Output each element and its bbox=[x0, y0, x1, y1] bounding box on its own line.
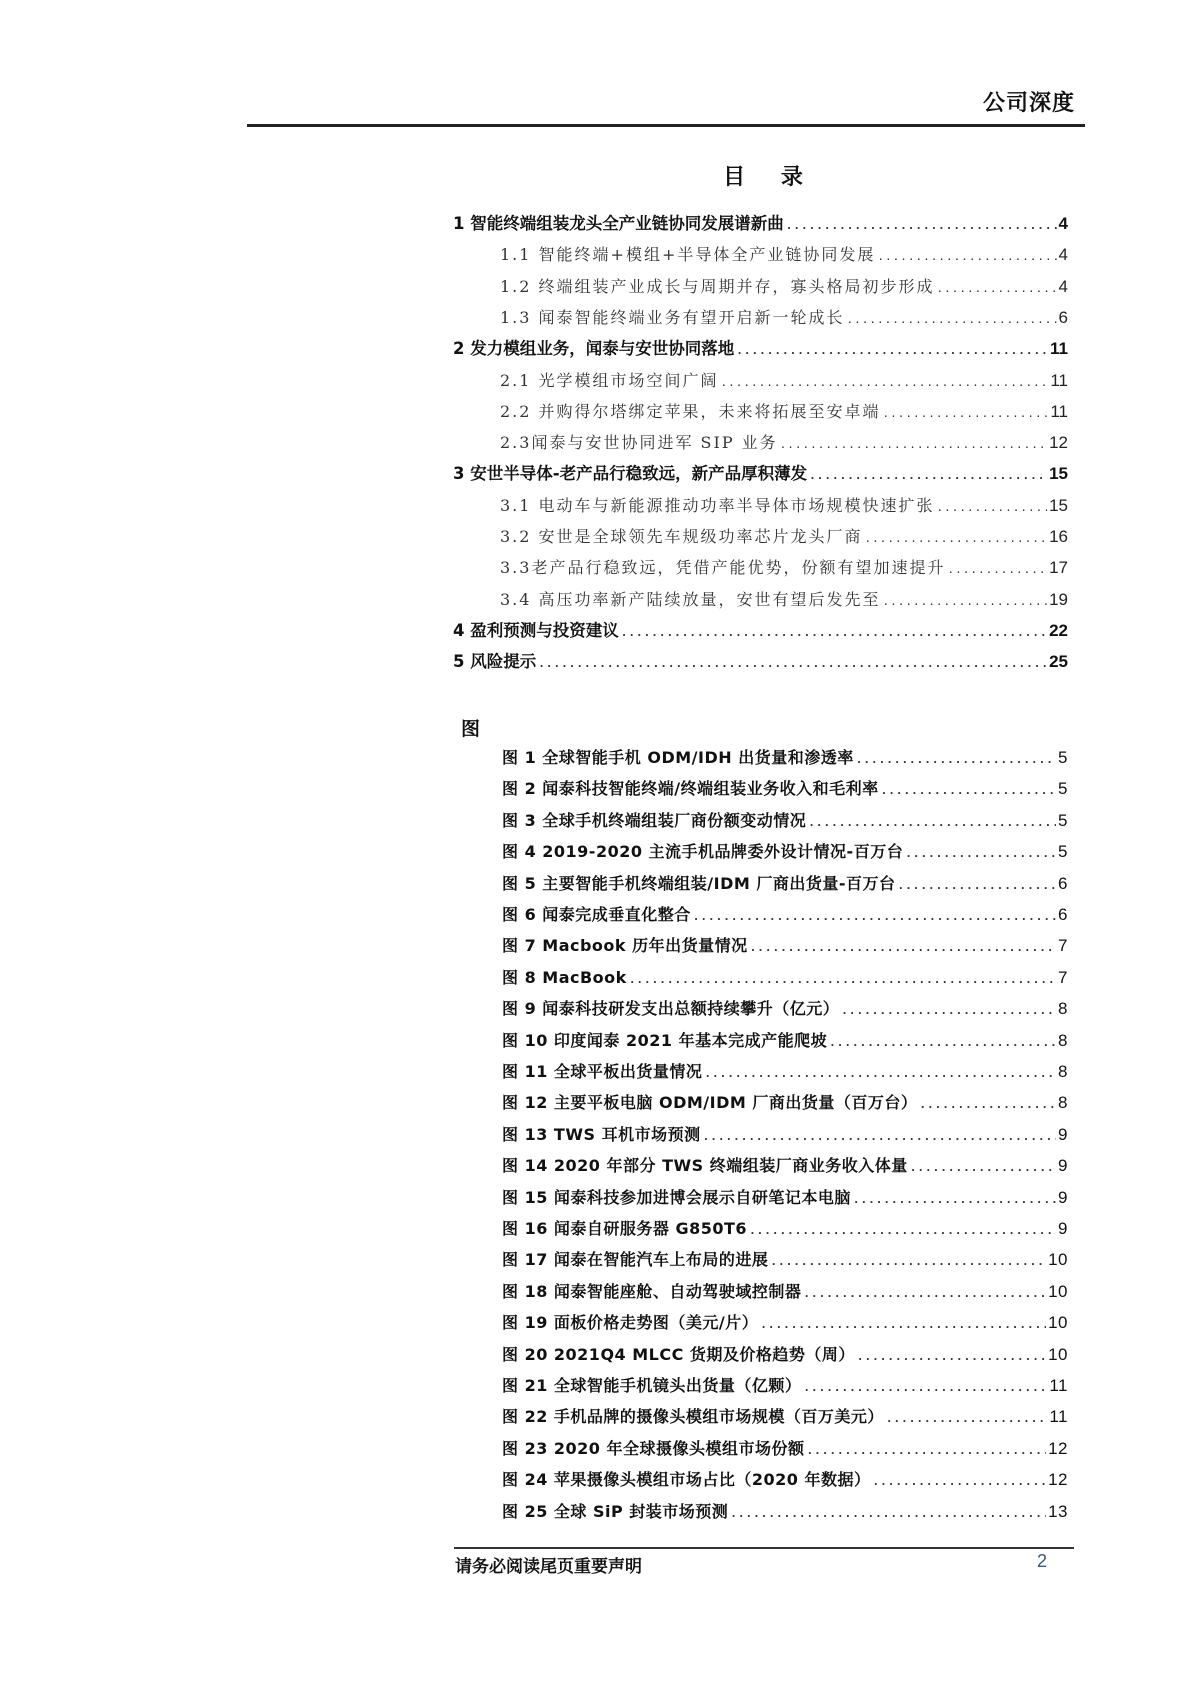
entry-label: 3.2 安世是全球领先车规级功率芯片龙头厂商 bbox=[500, 527, 863, 546]
entry-page-number: 25 bbox=[1049, 652, 1068, 672]
entry-page-number: 19 bbox=[1049, 589, 1068, 609]
dot-leader bbox=[877, 244, 1056, 270]
entry-label: 图 3 全球手机终端组装厂商份额变动情况 bbox=[502, 810, 807, 830]
entry-page-number: 11 bbox=[1050, 339, 1068, 359]
toc-entry[interactable] bbox=[453, 211, 1068, 237]
entry-label: 1.1 智能终端+模组+半导体全产业链协同发展 bbox=[500, 245, 876, 265]
entry-page-number: 12 bbox=[1048, 1470, 1068, 1490]
dot-leader bbox=[847, 307, 1057, 333]
figure-entry[interactable] bbox=[502, 1310, 1068, 1336]
dot-leader bbox=[841, 998, 1056, 1024]
dot-leader bbox=[786, 213, 1057, 239]
dot-leader bbox=[538, 651, 1047, 677]
entry-page-number: 6 bbox=[1058, 905, 1068, 924]
figure-entry[interactable] bbox=[502, 871, 1068, 897]
dot-leader bbox=[883, 401, 1049, 427]
header-divider bbox=[247, 124, 1085, 127]
entry-label: 图 4 2019-2020 主流手机品牌委外设计情况-百万台 bbox=[502, 842, 904, 862]
toc-entry[interactable] bbox=[500, 493, 1068, 519]
dot-leader bbox=[704, 1061, 1056, 1087]
dot-leader bbox=[736, 338, 1048, 364]
entry-label: 3.3老产品行稳致远，凭借产能优势，份额有望加速提升 bbox=[500, 558, 946, 578]
entry-page-number: 8 bbox=[1058, 1093, 1068, 1113]
figure-entry[interactable] bbox=[502, 745, 1068, 771]
dot-leader bbox=[780, 432, 1047, 458]
entry-label: 图 9 闻泰科技研发支出总额持续攀升（亿元） bbox=[502, 999, 840, 1019]
dot-leader bbox=[808, 810, 1056, 836]
entry-page-number: 6 bbox=[1058, 873, 1068, 893]
dot-leader bbox=[629, 967, 1056, 993]
entry-page-number: 8 bbox=[1058, 1030, 1068, 1050]
entry-page-number: 10 bbox=[1048, 1344, 1068, 1364]
entry-label: 图 5 主要智能手机终端组装/IDM 厂商出货量-百万台 bbox=[502, 873, 896, 893]
dot-leader bbox=[857, 1344, 1046, 1370]
toc-entry[interactable] bbox=[500, 587, 1068, 613]
toc-entry[interactable] bbox=[500, 305, 1068, 331]
toc-entry[interactable] bbox=[500, 555, 1068, 581]
dot-leader bbox=[749, 1218, 1056, 1244]
dot-leader bbox=[703, 1124, 1056, 1150]
entry-page-number: 15 bbox=[1049, 464, 1068, 484]
footer-divider bbox=[454, 1547, 1074, 1549]
entry-label: 图 18 闻泰智能座舱、自动驾驶域控制器 bbox=[502, 1281, 802, 1301]
entry-page-number: 5 bbox=[1058, 810, 1068, 830]
figure-entry[interactable] bbox=[502, 1436, 1068, 1462]
entry-label: 2.2 并购得尔塔绑定苹果，未来将拓展至安卓端 bbox=[500, 401, 881, 421]
entry-page-number: 13 bbox=[1048, 1501, 1068, 1521]
entry-page-number: 22 bbox=[1049, 620, 1068, 640]
entry-page-number: 12 bbox=[1049, 433, 1068, 453]
entry-label: 图 20 2021Q4 MLCC 货期及价格趋势（周） bbox=[502, 1344, 855, 1364]
entry-label: 图 10 印度闻泰 2021 年基本完成产能爬坡 bbox=[502, 1030, 828, 1050]
figure-entry[interactable] bbox=[502, 839, 1068, 865]
figure-entry[interactable] bbox=[502, 996, 1068, 1022]
toc-title: 目 录 bbox=[723, 164, 817, 190]
entry-page-number: 9 bbox=[1058, 1219, 1068, 1238]
entry-page-number: 10 bbox=[1048, 1313, 1068, 1333]
entry-label: 图 8 MacBook bbox=[502, 967, 627, 987]
toc-entry[interactable] bbox=[500, 368, 1068, 394]
figure-entry[interactable] bbox=[502, 808, 1068, 834]
figure-entry[interactable] bbox=[502, 1028, 1068, 1054]
dot-leader bbox=[856, 747, 1056, 773]
dot-leader bbox=[730, 1501, 1046, 1527]
figure-entry[interactable] bbox=[502, 1342, 1068, 1368]
toc-entry[interactable] bbox=[500, 524, 1068, 550]
dot-leader bbox=[750, 935, 1056, 961]
dot-leader bbox=[937, 276, 1057, 302]
entry-label: 1.3 闻泰智能终端业务有望开启新一轮成长 bbox=[500, 307, 845, 327]
figure-entry[interactable] bbox=[502, 1467, 1068, 1493]
entry-page-number: 11 bbox=[1050, 370, 1068, 390]
dot-leader bbox=[809, 463, 1047, 489]
entry-label: 3.4 高压功率新产陆续放量，安世有望后发先至 bbox=[500, 589, 881, 609]
dot-leader bbox=[886, 1406, 1047, 1432]
figure-entry[interactable] bbox=[502, 776, 1068, 802]
entry-label: 图 25 全球 SiP 封装市场预测 bbox=[502, 1501, 729, 1521]
figure-entry[interactable] bbox=[502, 1279, 1068, 1305]
figure-entry[interactable] bbox=[502, 1185, 1068, 1211]
toc-entry[interactable] bbox=[500, 242, 1068, 268]
entry-label: 图 17 闻泰在智能汽车上布局的进展 bbox=[502, 1250, 769, 1270]
dot-leader bbox=[853, 1187, 1056, 1213]
figure-entry[interactable] bbox=[502, 902, 1068, 928]
entry-page-number: 12 bbox=[1048, 1438, 1068, 1458]
toc-entry[interactable] bbox=[500, 399, 1068, 425]
entry-page-number: 9 bbox=[1058, 1187, 1068, 1207]
entry-page-number: 17 bbox=[1049, 558, 1068, 578]
entry-label: 5 风险提示 bbox=[453, 652, 537, 672]
figure-entry[interactable] bbox=[502, 1090, 1068, 1116]
entry-page-number: 8 bbox=[1058, 1062, 1068, 1081]
dot-leader bbox=[770, 1249, 1046, 1275]
entry-page-number: 10 bbox=[1048, 1281, 1068, 1301]
figure-entry[interactable] bbox=[502, 1059, 1068, 1085]
entry-label: 图 21 全球智能手机镜头出货量（亿颗） bbox=[502, 1376, 802, 1395]
entry-label: 图 23 2020 年全球摄像头模组市场份额 bbox=[502, 1438, 805, 1458]
entry-page-number: 9 bbox=[1058, 1156, 1068, 1176]
dot-leader bbox=[910, 1155, 1056, 1181]
entry-label: 3.1 电动车与新能源推动功率半导体市场规模快速扩张 bbox=[500, 495, 935, 515]
figure-entry[interactable] bbox=[502, 965, 1068, 991]
figure-entry[interactable] bbox=[502, 1247, 1068, 1273]
entry-label: 图 14 2020 年部分 TWS 终端组装厂商业务收入体量 bbox=[502, 1156, 908, 1176]
dot-leader bbox=[807, 1438, 1047, 1464]
toc-entry[interactable] bbox=[500, 274, 1068, 300]
footer-disclaimer: 请务必阅读尾页重要声明 bbox=[455, 1557, 642, 1577]
entry-label: 1.2 终端组装产业成长与周期并存，寡头格局初步形成 bbox=[500, 276, 935, 296]
entry-label: 图 1 全球智能手机 ODM/IDH 出货量和渗透率 bbox=[502, 748, 854, 767]
dot-leader bbox=[803, 1375, 1047, 1401]
dot-leader bbox=[947, 557, 1047, 583]
entry-label: 图 19 面板价格走势图（美元/片） bbox=[502, 1313, 759, 1333]
toc-entry[interactable] bbox=[453, 461, 1068, 487]
dot-leader bbox=[621, 620, 1047, 646]
entry-label: 4 盈利预测与投资建议 bbox=[453, 620, 619, 640]
toc-entry[interactable] bbox=[453, 618, 1068, 644]
dot-leader bbox=[693, 904, 1056, 930]
entry-label: 1 智能终端组装龙头全产业链协同发展谱新曲 bbox=[453, 214, 784, 233]
entry-page-number: 9 bbox=[1058, 1124, 1068, 1144]
entry-page-number: 4 bbox=[1058, 245, 1068, 265]
figure-list-heading: 图 bbox=[461, 718, 481, 740]
figure-entry[interactable] bbox=[502, 1499, 1068, 1525]
figure-entry[interactable] bbox=[502, 1216, 1068, 1242]
entry-label: 图 7 Macbook 历年出货量情况 bbox=[502, 936, 748, 956]
dot-leader bbox=[881, 778, 1056, 804]
entry-page-number: 6 bbox=[1058, 307, 1068, 327]
entry-page-number: 16 bbox=[1049, 527, 1068, 546]
entry-page-number: 11 bbox=[1049, 1376, 1068, 1395]
entry-page-number: 11 bbox=[1049, 1407, 1068, 1427]
figure-entry[interactable] bbox=[502, 933, 1068, 959]
entry-label: 2.3闻泰与安世协同进军 SIP 业务 bbox=[500, 433, 778, 453]
entry-label: 图 16 闻泰自研服务器 G850T6 bbox=[502, 1219, 748, 1238]
entry-label: 图 2 闻泰科技智能终端/终端组装业务收入和毛利率 bbox=[502, 779, 879, 799]
dot-leader bbox=[898, 873, 1057, 899]
entry-label: 2.1 光学模组市场空间广阔 bbox=[500, 370, 719, 390]
dot-leader bbox=[803, 1281, 1046, 1307]
entry-page-number: 7 bbox=[1058, 936, 1068, 956]
entry-label: 2 发力模组业务，闻泰与安世协同落地 bbox=[453, 339, 735, 359]
figure-entry[interactable] bbox=[502, 1122, 1068, 1148]
entry-label: 3 安世半导体-老产品行稳致远，新产品厚积薄发 bbox=[453, 464, 808, 484]
toc-entry[interactable] bbox=[500, 430, 1068, 456]
report-type-label: 公司深度 bbox=[982, 90, 1075, 116]
entry-label: 图 12 主要平板电脑 ODM/IDM 厂商出货量（百万台） bbox=[502, 1093, 918, 1113]
dot-leader bbox=[873, 1469, 1047, 1495]
dot-leader bbox=[829, 1030, 1056, 1056]
dot-leader bbox=[883, 589, 1048, 615]
entry-page-number: 5 bbox=[1058, 748, 1068, 767]
toc-entry[interactable] bbox=[453, 649, 1068, 675]
entry-label: 图 11 全球平板出货量情况 bbox=[502, 1062, 703, 1081]
entry-label: 图 6 闻泰完成垂直化整合 bbox=[502, 905, 691, 924]
entry-page-number: 8 bbox=[1058, 999, 1068, 1019]
entry-page-number: 11 bbox=[1050, 401, 1068, 421]
entry-label: 图 22 手机品牌的摄像头模组市场规模（百万美元） bbox=[502, 1407, 884, 1427]
entry-page-number: 10 bbox=[1048, 1250, 1068, 1270]
dot-leader bbox=[865, 526, 1048, 552]
entry-page-number: 4 bbox=[1058, 276, 1068, 296]
dot-leader bbox=[919, 1092, 1056, 1118]
entry-page-number: 4 bbox=[1058, 214, 1068, 233]
entry-page-number: 15 bbox=[1049, 495, 1068, 515]
figure-entry[interactable] bbox=[502, 1373, 1068, 1399]
dot-leader bbox=[905, 841, 1056, 867]
entry-label: 图 13 TWS 耳机市场预测 bbox=[502, 1124, 701, 1144]
entry-page-number: 5 bbox=[1058, 842, 1068, 862]
page-number: 2 bbox=[1037, 1551, 1048, 1571]
toc-entry[interactable] bbox=[453, 336, 1068, 362]
entry-page-number: 7 bbox=[1058, 967, 1068, 987]
entry-page-number: 5 bbox=[1058, 779, 1068, 799]
dot-leader bbox=[721, 370, 1049, 396]
dot-leader bbox=[760, 1312, 1046, 1338]
figure-entry[interactable] bbox=[502, 1153, 1068, 1179]
entry-label: 图 15 闻泰科技参加进博会展示自研笔记本电脑 bbox=[502, 1187, 851, 1207]
entry-label: 图 24 苹果摄像头模组市场占比（2020 年数据） bbox=[502, 1470, 871, 1490]
dot-leader bbox=[937, 495, 1048, 521]
figure-entry[interactable] bbox=[502, 1404, 1068, 1430]
